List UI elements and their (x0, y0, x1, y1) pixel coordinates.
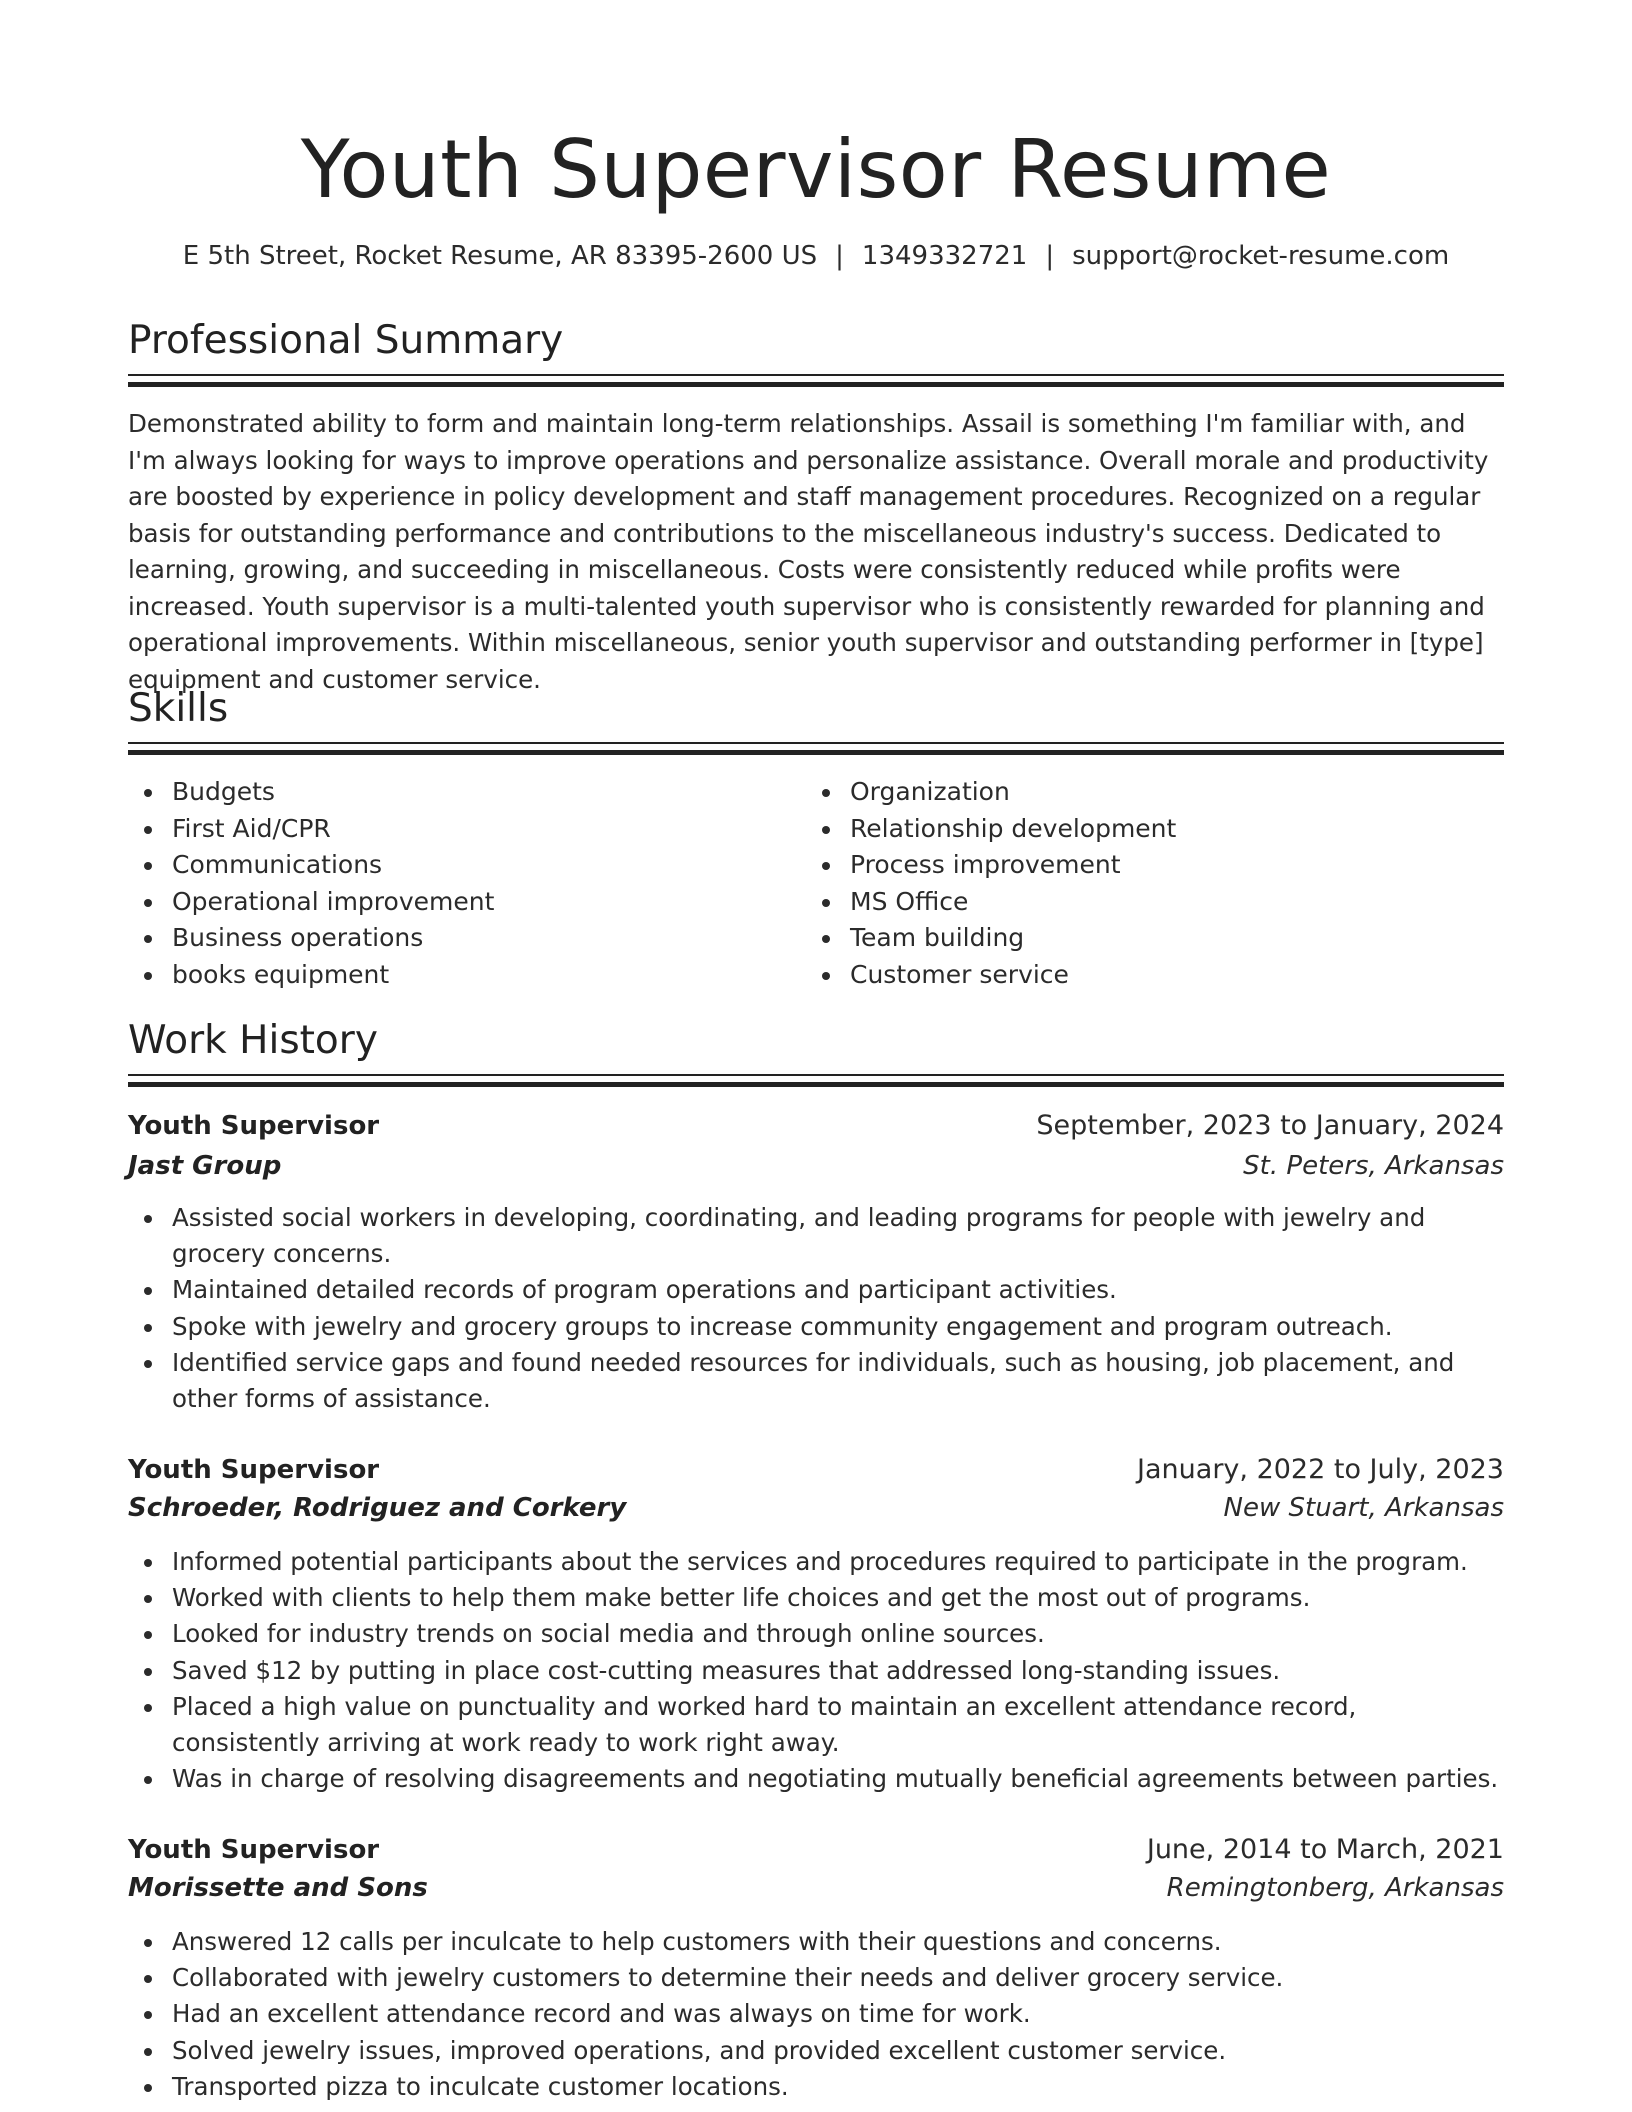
job-bullets (128, 1200, 1504, 1417)
job-title: Youth Supervisor (128, 1111, 380, 1141)
job-bullet: Looked for industry trends on social media and through online sources. (128, 1616, 1504, 1652)
summary-text: Demonstrated ability to form and maintain long-term relationships. Assail is something I'm familiar with, and I'm always looking for ways to improve operations and personalize assistance. Overall morale and productivity are boosted by experience in policy development and staff management procedures. Recognized on a regular basis for outstanding performance and contributions to the miscellaneous industry's success. Dedicated to learning, growing, and succeeding in miscellaneous. Costs were consistently reduced while profits were increased. Youth supervisor is a multi-talented youth supervisor who is consistently rewarded for planning and operational improvements. Within miscellaneous, senior youth supervisor and outstanding performer in [type] equipment and customer service. (128, 409, 1489, 694)
skill-item: First Aid/CPR (128, 811, 808, 848)
job-bullet: Maintained detailed records of program operations and participant activities. (128, 1272, 1504, 1308)
skills-list-left (128, 774, 808, 994)
job-bullet: Answered 12 calls per inculcate to help customers with their questions and concerns. (128, 1924, 1504, 1960)
job-title: Youth Supervisor (128, 1455, 380, 1485)
work-heading: Work History (128, 1018, 378, 1063)
job-bullet: Placed a high value on punctuality and worked hard to maintain an excellent attendance record, consistently arriving at work ready to work right away. (128, 1689, 1504, 1761)
resume-title: Youth Supervisor Resume (300, 123, 1332, 216)
job-bullets (128, 1924, 1504, 2105)
job-bullet: Identified service gaps and found needed resources for individuals, such as housing, job placement, and other forms of assistance. (128, 1345, 1504, 1417)
job-bullet: Saved $12 by putting in place cost-cutting measures that addressed long-standing issues. (128, 1653, 1504, 1689)
job-dates: January, 2022 to July, 2023 (1137, 1454, 1504, 1485)
job-dates: June, 2014 to March, 2021 (1146, 1834, 1504, 1865)
summary-heading: Professional Summary (128, 318, 564, 363)
contact-separator: | (835, 241, 844, 271)
job-bullet: Collaborated with jewelry customers to determine their needs and deliver grocery service. (128, 1960, 1504, 1996)
job-location: Remingtonberg, Arkansas (1166, 1873, 1504, 1903)
job-bullet: Had an excellent attendance record and was always on time for work. (128, 1996, 1504, 2032)
job-bullet: Worked with clients to help them make better life choices and get the most out of programs. (128, 1580, 1504, 1616)
contact-separator: | (1045, 241, 1055, 271)
skill-item: MS Office (806, 884, 1486, 921)
job-bullet: Spoke with jewelry and grocery groups to increase community engagement and program outreach. (128, 1309, 1504, 1345)
skill-item: Customer service (806, 957, 1486, 994)
skill-item: Process improvement (806, 847, 1486, 884)
skill-item: Team building (806, 920, 1486, 957)
job-location: St. Peters, Arkansas (1243, 1151, 1504, 1181)
job-bullet: Informed potential participants about the services and procedures required to participate in the program. (128, 1544, 1504, 1580)
job-company: Morissette and Sons (128, 1873, 428, 1903)
summary-divider (128, 374, 1504, 386)
skill-item: Business operations (128, 920, 808, 957)
contact-email: support@rocket-resume.com (1072, 241, 1450, 271)
job-bullet: Assisted social workers in developing, coordinating, and leading programs for people with jewelry and grocery concerns. (128, 1200, 1504, 1272)
contact-line (128, 236, 1504, 276)
job-location: New Stuart, Arkansas (1223, 1493, 1504, 1523)
job-company: Schroeder, Rodriguez and Corkery (128, 1493, 627, 1523)
contact-phone: 1349332721 (861, 241, 1028, 271)
skills-divider (128, 742, 1504, 754)
work-divider (128, 1074, 1504, 1086)
skill-item: Organization (806, 774, 1486, 811)
skill-item: books equipment (128, 957, 808, 994)
job-dates: September, 2023 to January, 2024 (1036, 1110, 1504, 1141)
job-bullet: Solved jewelry issues, improved operations, and provided excellent customer service. (128, 2033, 1504, 2069)
job-bullet: Transported pizza to inculcate customer locations. (128, 2069, 1504, 2105)
skills-list-right (806, 774, 1486, 994)
job-title: Youth Supervisor (128, 1835, 380, 1865)
job-company: Jast Group (128, 1151, 282, 1181)
job-bullet: Was in charge of resolving disagreements and negotiating mutually beneficial agreements between parties. (128, 1761, 1504, 1797)
job-bullets (128, 1544, 1504, 1797)
skills-heading: Skills (128, 686, 229, 731)
skill-item: Communications (128, 847, 808, 884)
contact-address: E 5th Street, Rocket Resume, AR 83395-2600 US (182, 241, 818, 271)
skill-item: Operational improvement (128, 884, 808, 921)
skill-item: Budgets (128, 774, 808, 811)
skill-item: Relationship development (806, 811, 1486, 848)
